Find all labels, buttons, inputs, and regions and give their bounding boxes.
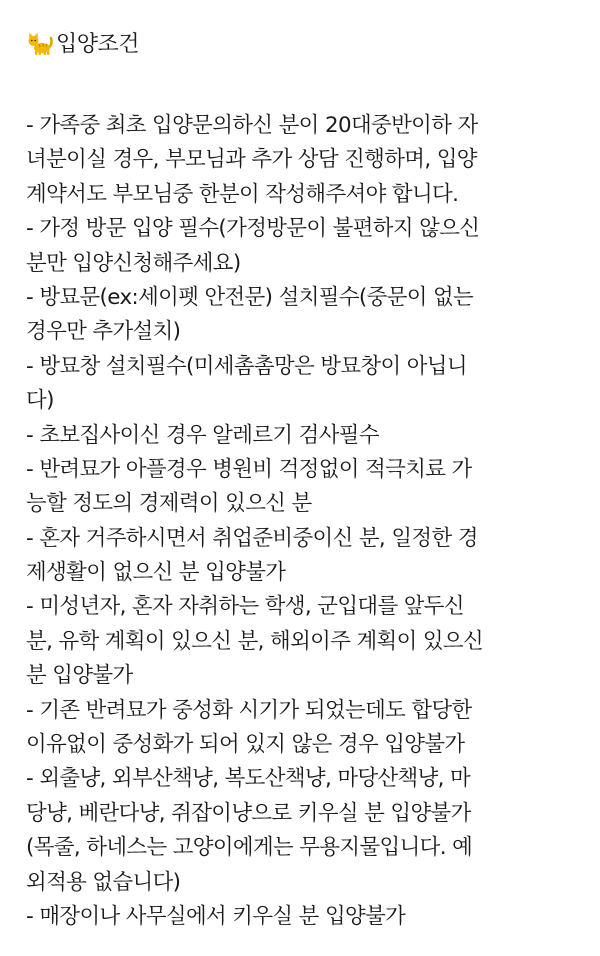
text-line: - 미성년자, 혼자 자취하는 학생, 군입대를 앞두신 — [26, 594, 464, 620]
text-line: - 기존 반려묘가 중성화 시기가 되었는데도 합당한 — [26, 697, 472, 723]
text-line: 능할 정도의 경제력이 있으신 분 — [26, 491, 312, 517]
text-line: (목줄, 하네스는 고양이에게는 무용지물입니다. 예 — [26, 835, 473, 861]
title-row — [26, 22, 586, 62]
text-line: 분 입양불가 — [26, 663, 133, 689]
cat-icon — [26, 28, 54, 56]
text-line: - 방묘문(ex:세이펫 안전문) 설치필수(중문이 없는 — [26, 284, 474, 310]
text-line: 분만 입양신청해주세요) — [26, 250, 241, 276]
text-line: 외적용 없습니다) — [26, 869, 181, 895]
adoption-conditions-document — [26, 22, 586, 934]
text-line: - 혼자 거주하시면서 취업준비중이신 분, 일정한 경 — [26, 525, 478, 551]
text-line: 다) — [26, 388, 54, 414]
page-title: 입양조건 — [56, 31, 140, 57]
text-line: 계약서도 부모님중 한분이 작성해주셔야 합니다. — [26, 181, 459, 207]
text-line: - 초보집사이신 경우 알레르기 검사필수 — [26, 422, 379, 448]
text-line: - 외출냥, 외부산책냥, 복도산책냥, 마당산책냥, 마 — [26, 766, 471, 792]
text-line: - 매장이나 사무실에서 키우실 분 입양불가 — [26, 903, 406, 929]
text-line: - 가정 방문 입양 필수(가정방문이 불편하지 않으신 — [26, 216, 480, 242]
text-line: 당냥, 베란다냥, 쥐잡이냥으로 키우실 분 입양불가 — [26, 800, 471, 826]
text-line: 분, 유학 계획이 있으신 분, 해외이주 계획이 있으신 — [26, 628, 484, 654]
text-line: 이유없이 중성화가 되어 있지 않은 경우 입양불가 — [26, 732, 465, 758]
text-line: - 가족중 최초 입양문의하신 분이 20대중반이하 자 — [26, 113, 478, 138]
text-line: 녀분이실 경우, 부모님과 추가 상담 진행하며, 입양 — [26, 147, 477, 173]
text-line: 제생활이 없으신 분 입양불가 — [26, 560, 286, 586]
text-line: - 반려묘가 아플경우 병원비 걱정없이 적극치료 가 — [26, 456, 472, 482]
text-line: 경우만 추가설치) — [26, 319, 181, 345]
conditions-body — [26, 109, 586, 934]
text-line: - 방묘창 설치필수(미세촘촘망은 방묘창이 아닙니 — [26, 353, 467, 379]
